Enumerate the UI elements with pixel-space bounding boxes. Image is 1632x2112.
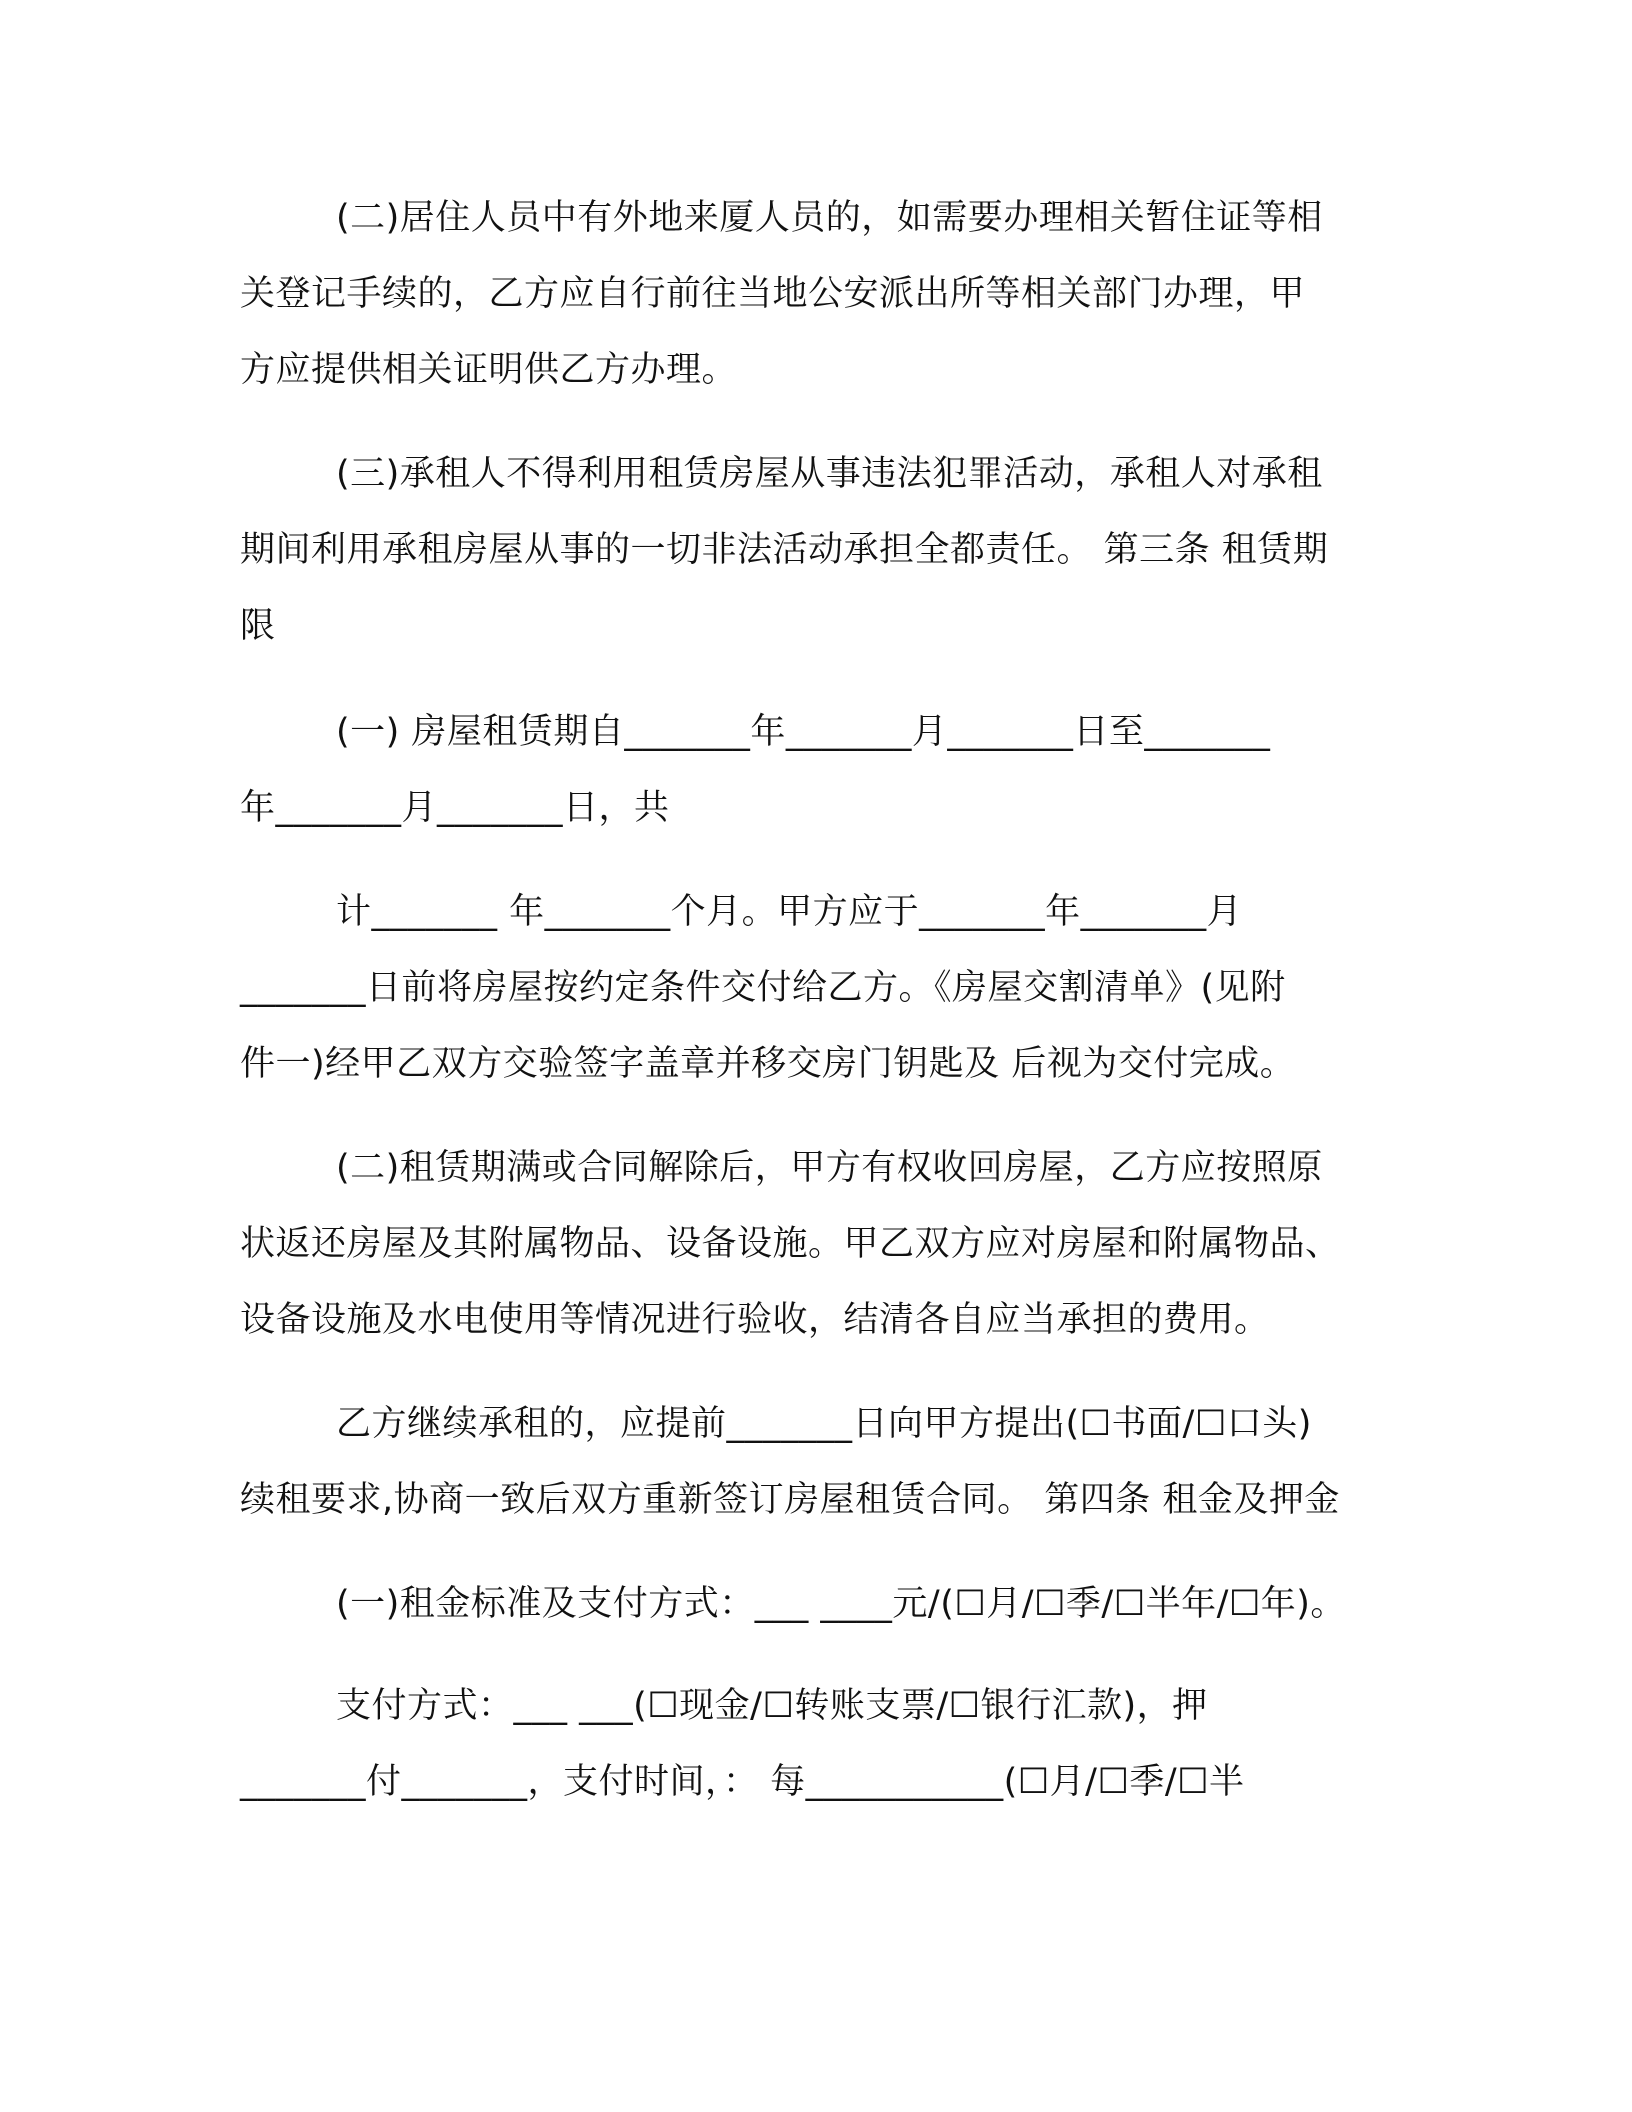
text-line: 乙方继续承租的，应提前_______日向甲方提出(☐书面/☐口头) [336,1404,1312,1444]
text-line: (三)承租人不得利用租赁房屋从事违法犯罪活动，承租人对承租 [336,454,1323,494]
text-line: 续租要求,协商一致后双方重新签订房屋租赁合同。 第四条 租金及押金 [240,1480,1340,1520]
text-line: 状返还房屋及其附属物品、设备设施。甲乙双方应对房屋和附属物品、 [240,1224,1341,1264]
text-line: 限 [240,606,276,646]
text-line: _______付_______，支付时间，： 每___________(☐月/☐季/☐半 [240,1762,1245,1802]
text-line: (一)租金标准及支付方式：___ ____元/(☐月/☐季/☐半年/☐年)。 [336,1584,1346,1624]
text-line: (二)居住人员中有外地来厦人员的，如需要办理相关暂住证等相 [336,198,1323,238]
text-line: 计_______ 年_______个月。甲方应于_______年_______月 [336,892,1243,932]
text-line: 期间利用承租房屋从事的一切非法活动承担全都责任。 第三条 租赁期 [240,530,1329,570]
text-line: _______日前将房屋按约定条件交付给乙方。《房屋交割清单》(见附 [240,968,1286,1008]
text-line: (二)租赁期满或合同解除后，甲方有权收回房屋，乙方应按照原 [336,1148,1323,1188]
text-line: 设备设施及水电使用等情况进行验收，结清各自应当承担的费用。 [240,1300,1270,1340]
text-line: 年_______月_______日，共 [240,788,670,828]
text-line: 支付方式：___ ___(☐现金/☐转账支票/☐银行汇款)，押 [336,1686,1208,1726]
text-line: (一) 房屋租赁期自_______年_______月_______日至_______ [336,712,1271,752]
text-line: 关登记手续的，乙方应自行前往当地公安派出所等相关部门办理，甲 [240,274,1306,314]
text-line: 方应提供相关证明供乙方办理。 [240,350,738,390]
text-line: 件一)经甲乙双方交验签字盖章并移交房门钥匙及 后视为交付完成。 [240,1044,1296,1084]
